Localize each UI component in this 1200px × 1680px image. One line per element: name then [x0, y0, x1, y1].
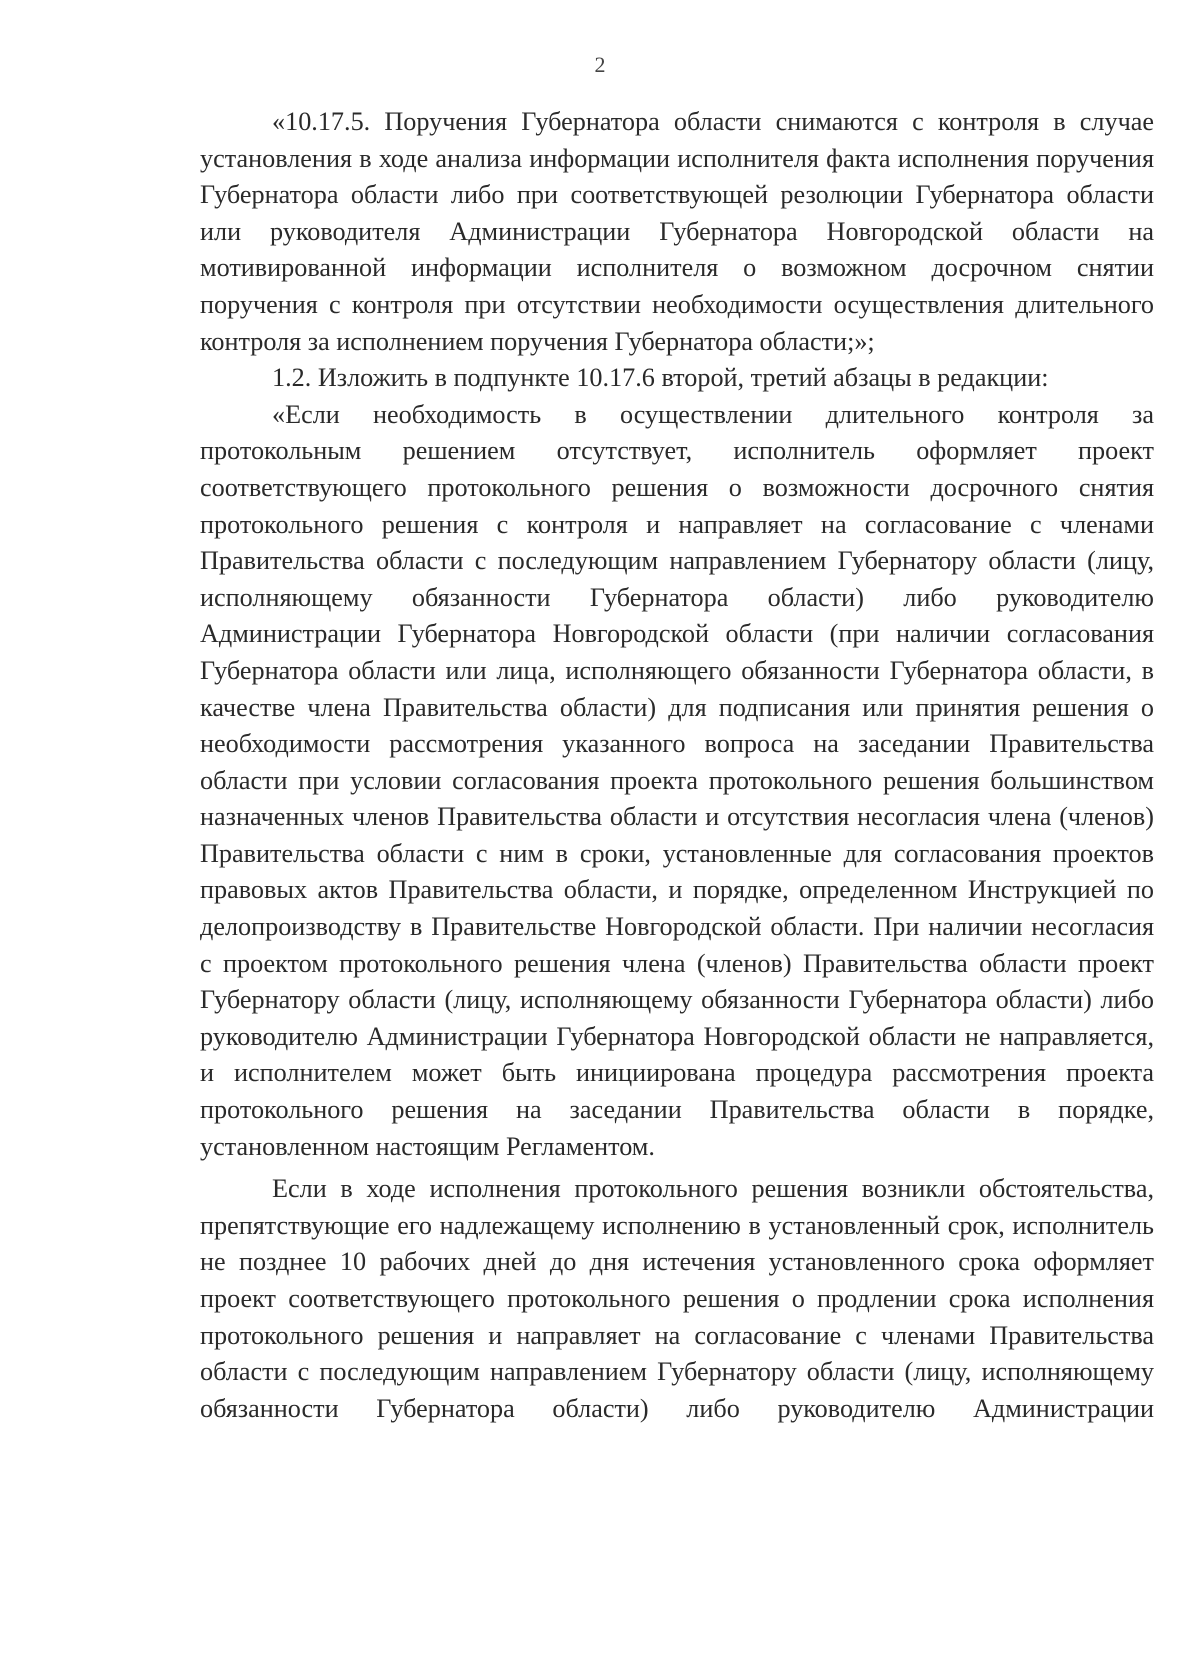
document-body: [200, 104, 1154, 1427]
paragraph-10-17-6-third: Если в ходе исполнения протокольного решения возникли обстоятельства, препятствующие его надлежащему исполнению в установленный срок, исполнитель не позднее 10 рабочих дней до дня истечения установленного срока оформляет проект соответствующего протокольного решения о продлении срока исполнения протокольного решения и направляет на согласование с членами Правительства области с последующим направлением Губернатору области (лицу, исполняющему обязанности Губернатора области) либо руководителю Администрации: [200, 1174, 1154, 1423]
page-number: 2: [594, 52, 606, 77]
paragraph-1-2: 1.2. Изложить в подпункте 10.17.6 второй, третий абзацы в редакции:: [272, 363, 1049, 393]
paragraph-10-17-5: «10.17.5. Поручения Губернатора области снимаются с контроля в случае установления в ходе анализа информации исполнителя факта исполнения поручения Губернатора области либо при соответствующей резолюции Губернатора области или руководителя Администрации Губернатора Новгородской области на мотивированной информации исполнителя о возможном досрочном снятии поручения с контроля при отсутствии необходимости осуществления длительного контроля за исполнением поручения Губернатора области;»;: [200, 107, 1154, 356]
paragraph-10-17-6-second: «Если необходимость в осуществлении длительного контроля за протокольным решением отсутствует, исполнитель оформляет проект соответствующего протокольного решения о возможности досрочного снятия протокольного решения с контроля и направляет на согласование с членами Правительства области с последующим направлением Губернатору области (лицу, исполняющему обязанности Губернатора области) либо руководителю Администрации Губернатора Новгородской области (при наличии согласования Губернатора области или лица, исполняющего обязанности Губернатора области, в качестве члена Правительства области) для подписания или принятия решения о необходимости рассмотрения указанного вопроса на заседании Правительства области при условии согласования проекта протокольного решения большинством назначенных членов Правительства области и отсутствия несогласия члена (членов) Правительства области с ним в сроки, установленные для согласования проектов правовых актов Правительства области, и порядке, определенном Инструкцией по делопроизводству в Правительстве Новгородской области. При наличии несогласия с проектом протокольного решения члена (членов) Правительства области проект Губернатору области (лицу, исполняющему обязанности Губернатора области) либо руководителю Администрации Губернатора Новгородской области не направляется, и исполнителем может быть инициирована процедура рассмотрения проекта протокольного решения на заседании Правительства области в порядке, установленном настоящим Регламентом.: [200, 399, 1154, 1161]
